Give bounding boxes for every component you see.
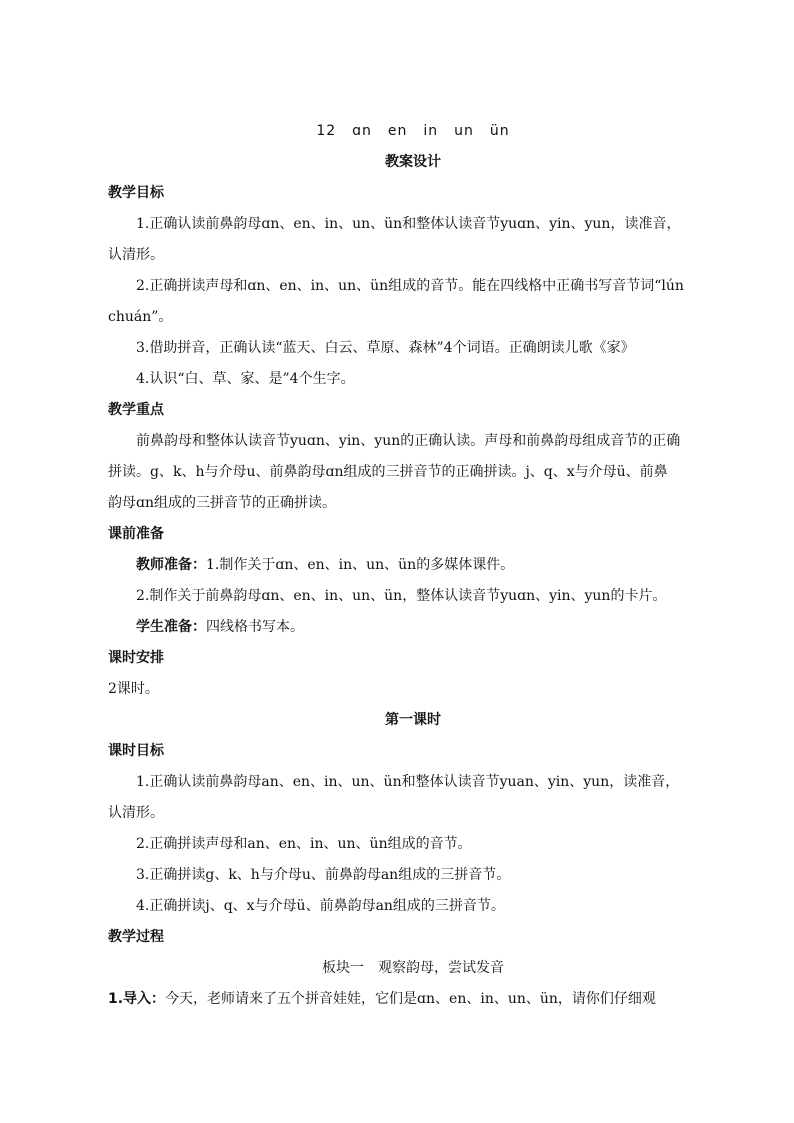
title-syllable: en: [387, 123, 408, 139]
title-syllable: ɑn: [352, 123, 372, 139]
intro-line: [108, 984, 718, 1015]
teacher-prep-text: 1.制作关于ɑn、en、in、un、ün的多媒体课件。: [206, 557, 515, 573]
goal-line: 认清形。: [108, 247, 164, 263]
student-prep-line: [108, 612, 718, 643]
teacher-prep-label: 教师准备：: [136, 557, 206, 573]
goal-line: 1.正确认读前鼻韵母ɑn、en、in、un、ün和整体认读音节yuɑn、yin、yun，读准音，: [136, 216, 681, 232]
goals-heading: 教学目标: [108, 185, 164, 201]
teacher-prep-line: [108, 550, 718, 581]
goal-line: 2.正确拼读声母和ɑn、en、in、un、ün组成的音节。能在四线格中正确书写音节词“lún: [136, 278, 684, 294]
lesson-title: [108, 116, 718, 147]
key-point-line: 拼读。g、k、h与介母u、前鼻韵母ɑn组成的三拼音节的正确拼读。j、q、x与介母ü、前鼻: [108, 464, 668, 480]
lesson-number: 12: [316, 123, 337, 139]
process-heading: 教学过程: [108, 929, 164, 945]
title-syllable: ün: [489, 123, 510, 139]
lesson-plan-page: [108, 116, 718, 1015]
key-points-heading: 教学重点: [108, 402, 164, 418]
goal-line: chuán”。: [108, 309, 173, 325]
lesson1-goal-line: 2.正确拼读声母和an、en、in、un、ün组成的音节。: [136, 836, 472, 852]
intro-label: 1.导入：: [108, 991, 166, 1007]
title-syllable: un: [454, 123, 474, 139]
teacher-prep-line: 2.制作关于前鼻韵母ɑn、en、in、un、ün，整体认读音节yuɑn、yin、yun的卡片。: [136, 588, 667, 604]
prep-heading: 课前准备: [108, 526, 164, 542]
key-point-line: 前鼻韵母和整体认读音节yuɑn、yin、yun的正确认读。声母和前鼻韵母组成音节的正确: [136, 433, 681, 449]
key-point-line: 韵母ɑn组成的三拼音节的正确拼读。: [108, 495, 336, 511]
lesson1-goal-line: 4.正确拼读j、q、x与介母ü、前鼻韵母an组成的三拼音节。: [136, 898, 505, 914]
student-prep-text: 四线格书写本。: [206, 619, 304, 635]
schedule-text: 2课时。: [108, 681, 159, 697]
goal-line: 4.认识“白、草、家、是”4个生字。: [136, 371, 355, 387]
title-syllable: in: [423, 123, 439, 139]
page-heading: 教案设计: [385, 154, 441, 170]
lesson1-goals-heading: 课时目标: [108, 743, 164, 759]
block1-heading: 板块一 观察韵母，尝试发音: [322, 960, 504, 976]
intro-text: 今天，老师请来了五个拼音娃娃，它们是ɑn、en、in、un、ün，请你们仔细观: [165, 991, 656, 1007]
lesson1-goal-line: 3.正确拼读g、k、h与介母u、前鼻韵母an组成的三拼音节。: [136, 867, 511, 883]
goal-line: 3.借助拼音，正确认读“蓝天、白云、草原、森林”4个词语。正确朗读儿歌《家》: [136, 340, 635, 356]
schedule-heading: 课时安排: [108, 650, 164, 666]
lesson1-goal-line: 1.正确认读前鼻韵母an、en、in、un、ün和整体认读音节yuan、yin、yun，读准音，: [136, 774, 680, 790]
student-prep-label: 学生准备：: [136, 619, 206, 635]
lesson1-goal-line: 认清形。: [108, 805, 164, 821]
lesson1-heading: 第一课时: [385, 712, 441, 728]
